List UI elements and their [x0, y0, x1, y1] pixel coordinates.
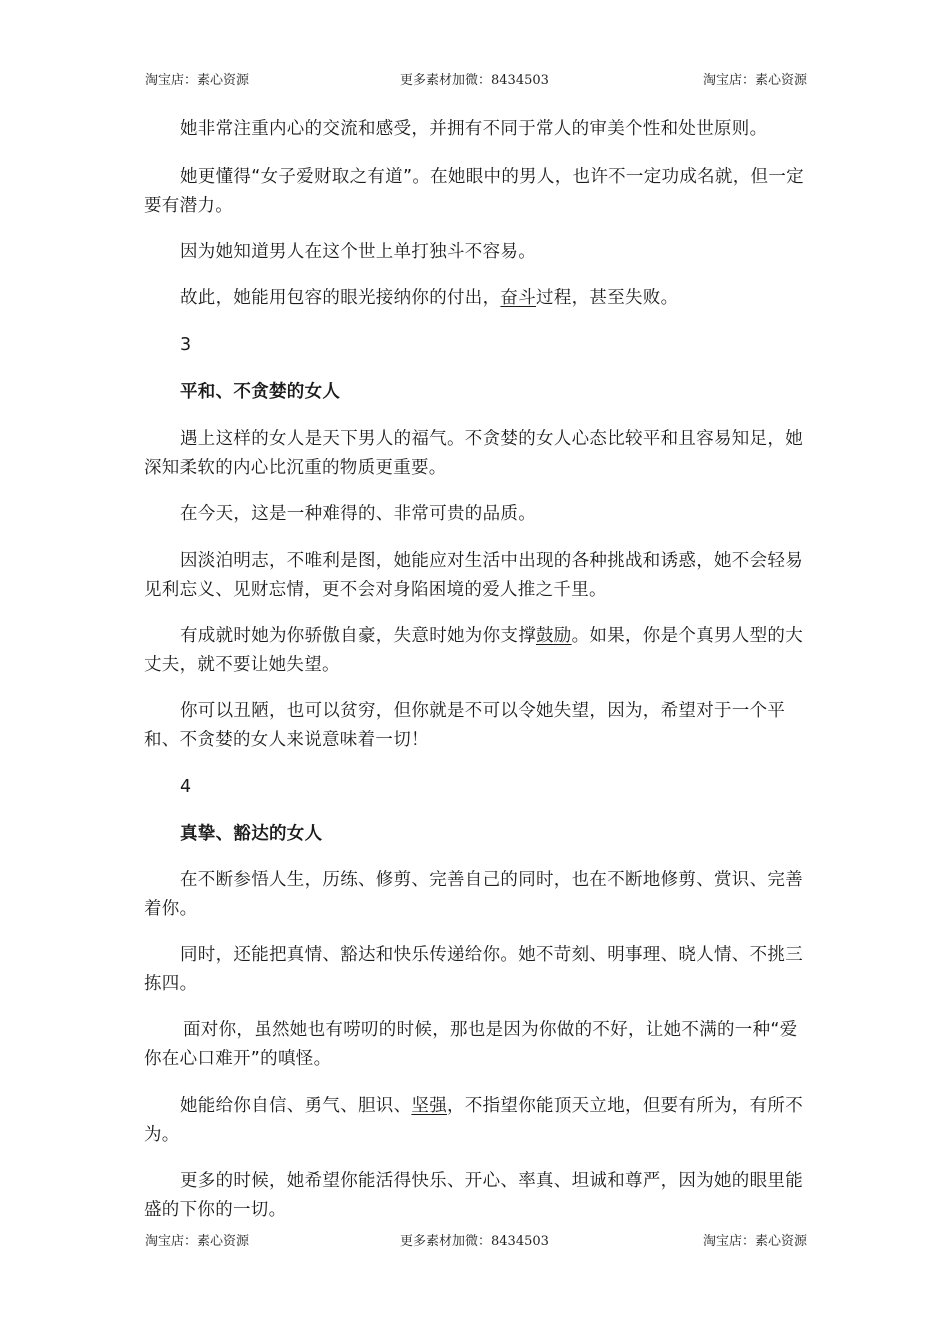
- link-jianqiang[interactable]: 坚强: [411, 1096, 448, 1116]
- paragraph-14: 更多的时候，她希望你能活得快乐、开心、率真、坦诚和尊严，因为她的眼里能盛的下你的一切。: [144, 1171, 803, 1220]
- paragraph-3: 因为她知道男人在这个世上单打独斗不容易。: [180, 242, 536, 262]
- paragraph-5: 遇上这样的女人是天下男人的福气。不贪婪的女人心态比较平和且容易知足，她深知柔软的内心比沉重的物质更重要。: [144, 429, 803, 478]
- paragraph-13-text-after: ，不指望你能顶天立地，但要有所为，有所不为。: [144, 1096, 804, 1145]
- paragraph-4: [144, 284, 808, 313]
- section-number-4: 4: [180, 777, 192, 797]
- paragraph-13-text: 她能给你自信、勇气、胆识、: [180, 1096, 412, 1116]
- paragraph-8-text-after: 。如果，你是个真男人型的大丈夫，就不要让她失望。: [144, 626, 804, 675]
- paragraph-1: 她非常注重内心的交流和感受，并拥有不同于常人的审美个性和处世原则。: [180, 119, 768, 139]
- footer-center-text: 更多素材加微：8434503: [400, 1234, 549, 1249]
- footer-left-text: 淘宝店：素心资源: [145, 1234, 250, 1249]
- paragraph-2: 她更懂得“女子爱财取之有道”。在她眼中的男人，也许不一定功成名就，但一定要有潜力。: [144, 167, 804, 216]
- page-footer: [145, 1230, 807, 1250]
- page-header: [145, 69, 807, 89]
- paragraph-11: 同时，还能把真情、豁达和快乐传递给你。她不苛刻、明事理、晓人情、不挑三拣四。: [144, 945, 803, 994]
- paragraph-12: 面对你，虽然她也有唠叨的时候，那也是因为你做的不好，让她不满的一种“爱你在心口难开”的嗔怪。: [144, 1020, 798, 1069]
- link-guli[interactable]: 鼓励: [536, 626, 572, 646]
- paragraph-4-text: 故此，她能用包容的眼光接纳你的付出，: [180, 288, 501, 308]
- paragraph-6: 在今天，这是一种难得的、非常可贵的品质。: [180, 504, 536, 524]
- paragraph-13: [144, 1092, 808, 1150]
- link-fendou[interactable]: 奋斗: [500, 288, 537, 308]
- header-right-text: 淘宝店：素心资源: [702, 73, 807, 88]
- paragraph-10: 在不断参悟人生，历练、修剪、完善自己的同时，也在不断地修剪、赏识、完善着你。: [144, 870, 803, 919]
- header-center-text: 更多素材加微：8434503: [400, 73, 549, 88]
- paragraph-8: [144, 622, 808, 680]
- paragraph-8-text: 有成就时她为你骄傲自豪，失意时她为你支撑: [180, 626, 536, 646]
- footer-right-text: 淘宝店：素心资源: [702, 1234, 807, 1249]
- paragraph-9: 你可以丑陋，也可以贫穷，但你就是不可以令她失望，因为，希望对于一个平和、不贪婪的女人来说意味着一切！: [144, 701, 786, 750]
- header-left-text: 淘宝店：素心资源: [145, 73, 250, 88]
- paragraph-7: 因淡泊明志，不唯利是图，她能应对生活中出现的各种挑战和诱惑，她不会轻易见利忘义、见财忘情，更不会对身陷困境的爱人推之千里。: [144, 551, 803, 600]
- paragraph-4-text-after: 过程，甚至失败。: [536, 288, 679, 308]
- section-heading-4: 真挚、豁达的女人: [180, 824, 323, 844]
- section-number-3: 3: [180, 335, 192, 355]
- section-heading-3: 平和、不贪婪的女人: [180, 382, 341, 402]
